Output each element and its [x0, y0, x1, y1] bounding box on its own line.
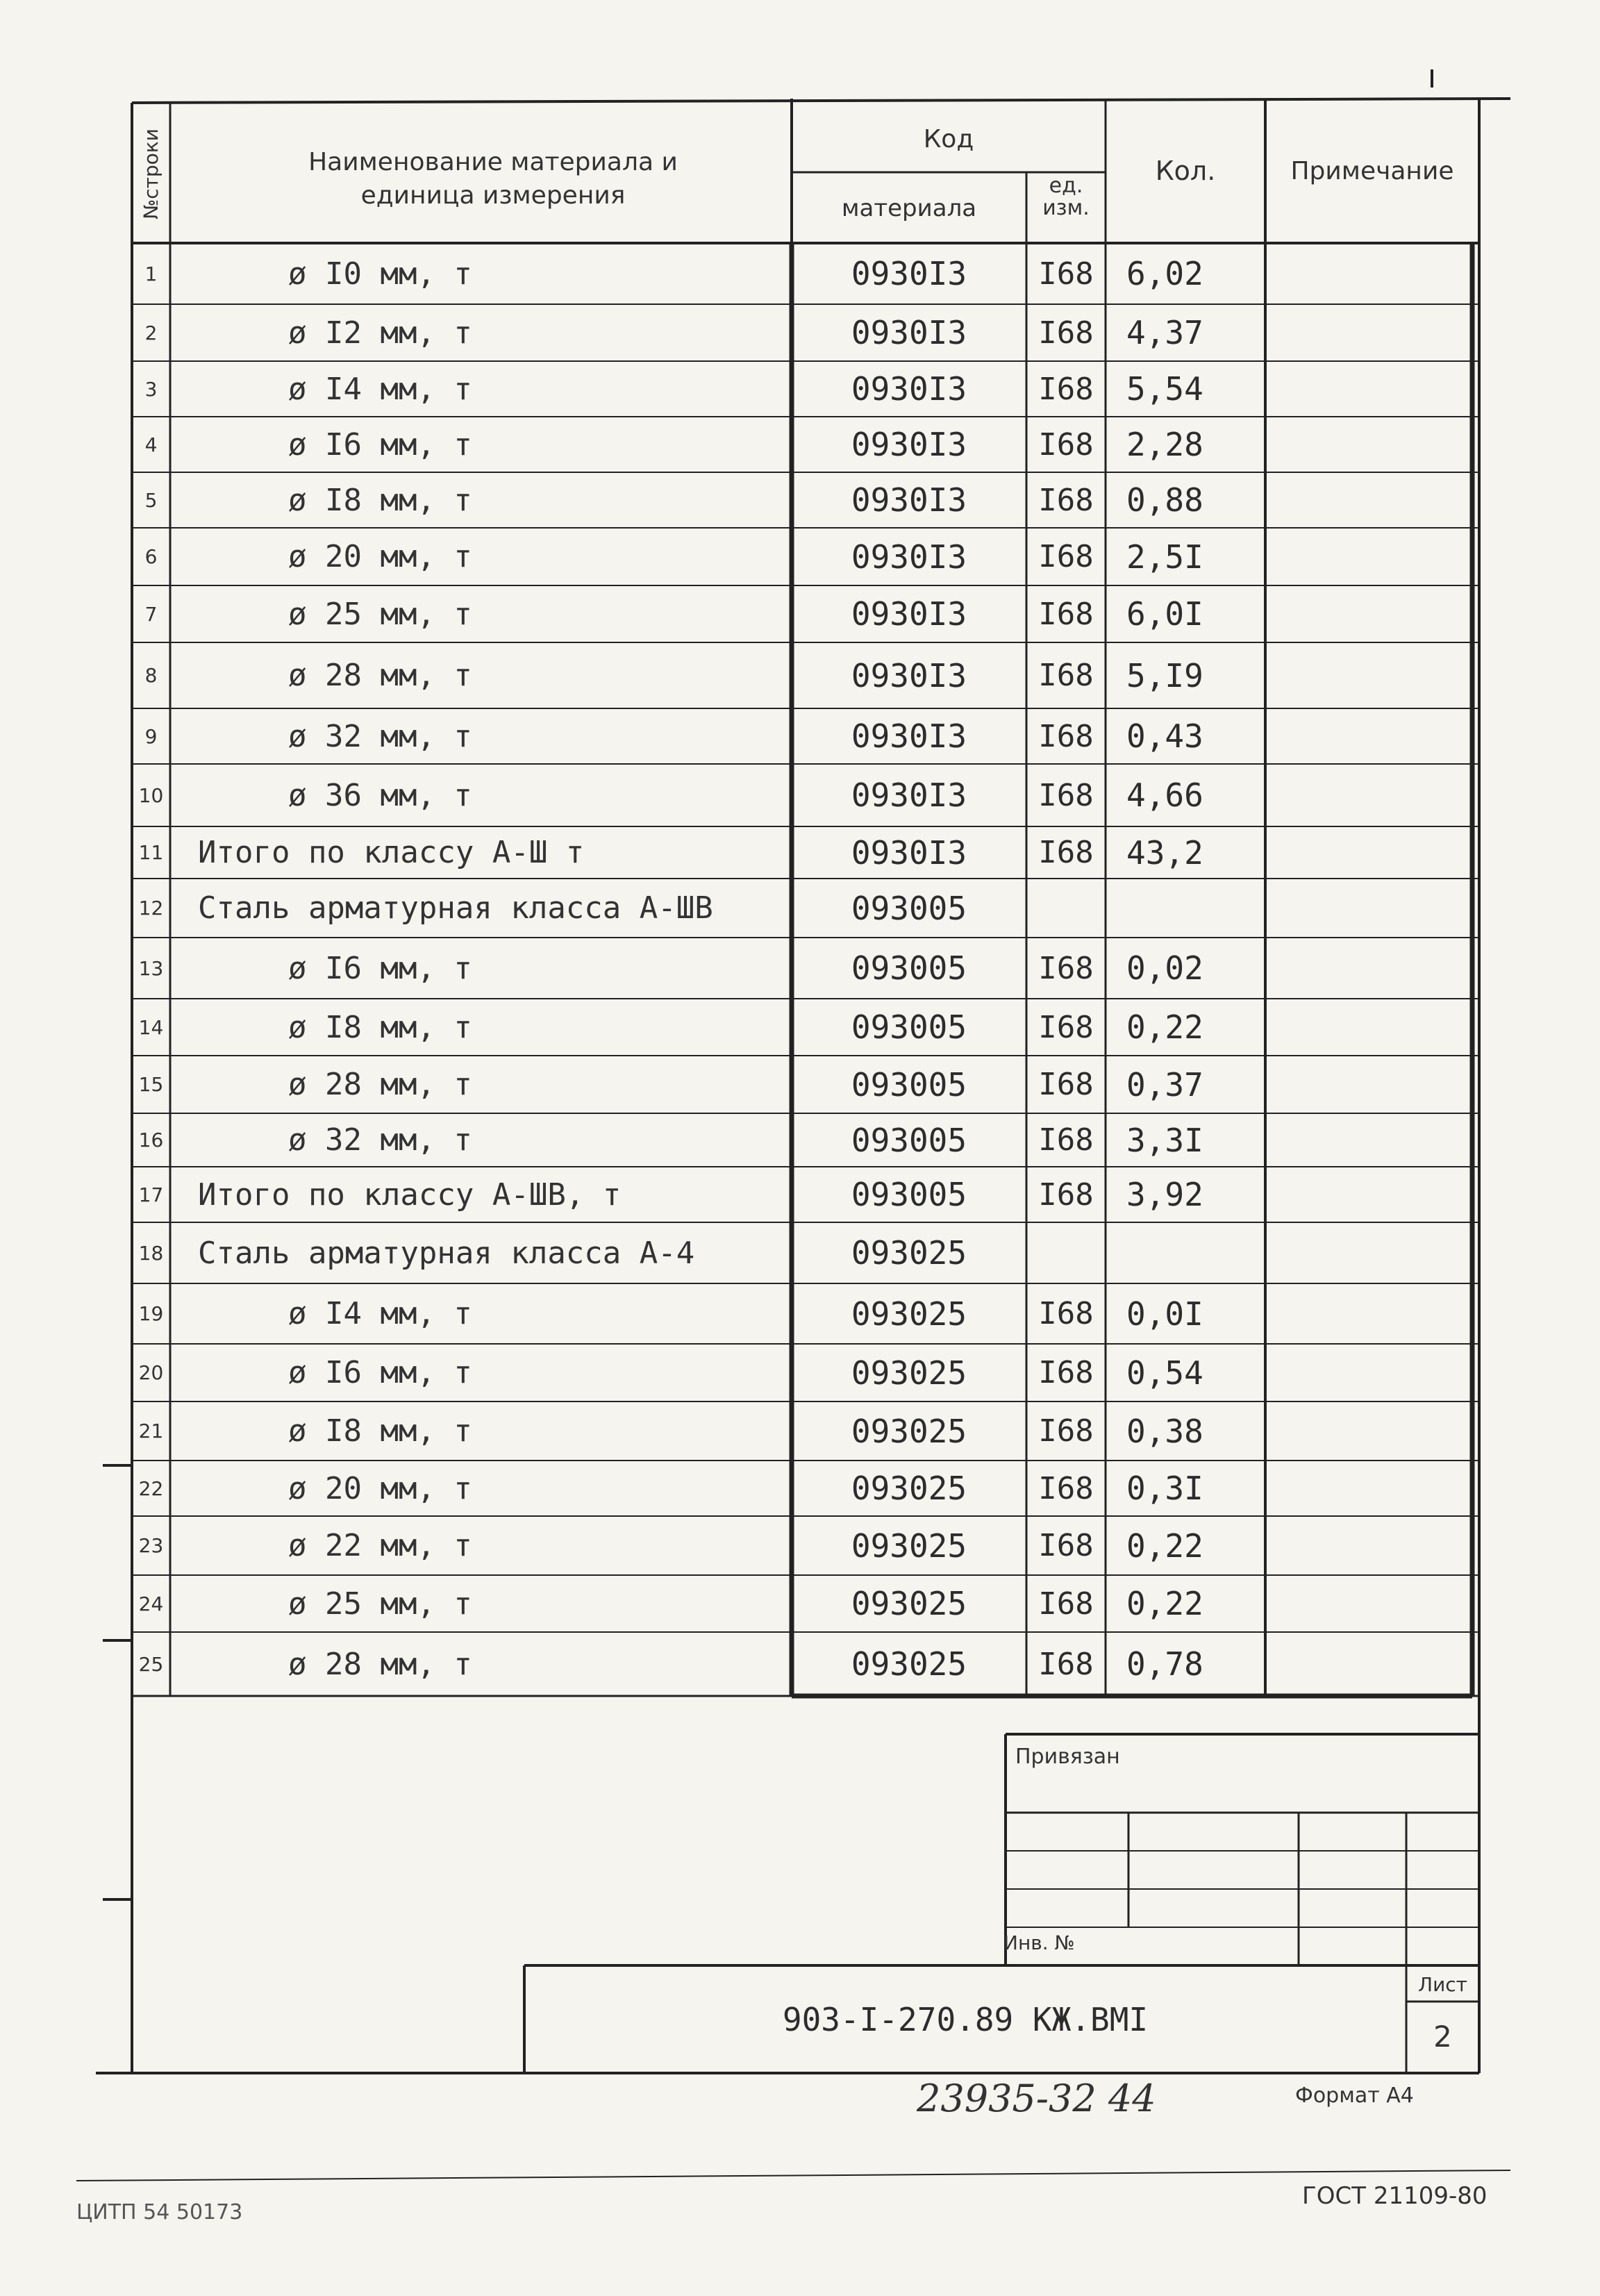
- unit-code: I68: [1038, 835, 1094, 870]
- material-code: 0930I3: [851, 776, 967, 814]
- material-code: 093025: [851, 1295, 967, 1333]
- quantity: 6,0I: [1126, 595, 1203, 633]
- quantity: 6,02: [1126, 255, 1203, 292]
- quantity: 4,66: [1126, 776, 1203, 814]
- material-code: 0930I3: [851, 255, 967, 292]
- material-code: 0930I3: [851, 426, 967, 463]
- material-code: 093025: [851, 1526, 967, 1565]
- row-number: 20: [138, 1361, 164, 1384]
- gost-label: ГОСТ 21109-80: [1302, 2182, 1488, 2210]
- format-label: Формат А4: [1295, 2083, 1414, 2108]
- quantity: 0,78: [1126, 1645, 1203, 1683]
- material-code: 093025: [851, 1354, 967, 1392]
- material-name: ø I8 мм, т: [288, 482, 472, 518]
- unit-code: I68: [1038, 1176, 1094, 1213]
- quantity: 0,37: [1126, 1065, 1203, 1104]
- row-number: 18: [138, 1241, 164, 1265]
- material-name: ø 25 мм, т: [288, 596, 472, 632]
- quantity: 0,02: [1126, 949, 1203, 987]
- material-name: ø 28 мм, т: [288, 1067, 472, 1102]
- quantity: 5,54: [1126, 370, 1203, 408]
- unit-code: I68: [1038, 426, 1094, 463]
- unit-code: I68: [1038, 539, 1094, 574]
- quantity: [1106, 879, 1265, 938]
- row-number: 24: [138, 1592, 164, 1615]
- inventory-number-label: Инв. №: [1003, 1931, 1075, 1954]
- row-number: 14: [138, 1015, 164, 1039]
- quantity: 0,3I: [1126, 1470, 1203, 1507]
- quantity: 0,22: [1126, 1008, 1203, 1046]
- unit-code: I68: [1038, 1067, 1094, 1102]
- unit-code: I68: [1038, 596, 1094, 632]
- material-code: 093025: [851, 1585, 967, 1622]
- row-number: 9: [144, 724, 158, 748]
- material-name: ø 20 мм, т: [288, 539, 472, 574]
- material-name: ø 28 мм, т: [288, 658, 472, 693]
- unit-code: I68: [1038, 1296, 1094, 1331]
- material-name: ø I8 мм, т: [288, 1413, 472, 1449]
- quantity-header: Кол.: [1155, 156, 1216, 186]
- material-code: 093005: [851, 1008, 967, 1046]
- row-number: 6: [144, 545, 158, 568]
- quantity: 3,3I: [1126, 1121, 1203, 1159]
- unit-code: I68: [1038, 256, 1094, 292]
- material-name: ø I8 мм, т: [288, 1009, 472, 1045]
- material-code: 093025: [851, 1470, 967, 1507]
- row-number: 21: [138, 1420, 164, 1442]
- quantity: 0,0I: [1126, 1295, 1203, 1333]
- row-number: 7: [144, 602, 158, 626]
- material-name: ø I6 мм, т: [288, 426, 472, 463]
- material-name: ø I0 мм, т: [288, 256, 472, 292]
- row-number: 22: [138, 1476, 164, 1500]
- material-name: Итого по классу А-Ш т: [198, 835, 585, 870]
- unit-code: [1026, 879, 1106, 938]
- handwritten-number: 23935-32 44: [917, 2077, 1156, 2120]
- unit-code: I68: [1038, 777, 1094, 813]
- row-number: 15: [138, 1073, 164, 1096]
- row-number: 3: [144, 377, 158, 401]
- unit-code: I68: [1038, 1355, 1094, 1390]
- sheet-label: Лист: [1418, 1972, 1467, 1996]
- privyazan-label: Привязан: [1015, 1745, 1120, 1769]
- material-name-header: Наименование материала и единица измерения: [308, 148, 678, 210]
- quantity: 2,5I: [1126, 538, 1203, 576]
- material-code: 093005: [851, 1176, 967, 1213]
- quantity: 0,22: [1126, 1585, 1203, 1622]
- unit-code: I68: [1038, 1528, 1094, 1563]
- material-name: ø 32 мм, т: [288, 718, 472, 754]
- row-number: 25: [138, 1652, 164, 1676]
- quantity: 43,2: [1126, 833, 1203, 872]
- material-name: ø 32 мм, т: [288, 1122, 472, 1158]
- code-header: Код: [923, 124, 974, 153]
- printer-code: ЦИТП 54 50173: [76, 2200, 243, 2224]
- material-code: 0930I3: [851, 595, 967, 633]
- material-name: Сталь арматурная класса А-ШВ: [198, 890, 713, 926]
- material-code: 0930I3: [851, 717, 967, 755]
- row-number: 23: [138, 1534, 164, 1557]
- unit-code: I68: [1038, 1413, 1094, 1449]
- material-code: 093025: [851, 1645, 967, 1683]
- row-number: 17: [138, 1183, 164, 1206]
- material-code: 0930I3: [851, 656, 967, 694]
- note-header: Примечание: [1290, 156, 1454, 185]
- material-name: ø I2 мм, т: [288, 315, 472, 351]
- unit-code: I68: [1038, 950, 1094, 986]
- quantity: 0,22: [1126, 1526, 1203, 1565]
- unit-code: I68: [1038, 1470, 1094, 1506]
- row-number: 12: [138, 897, 164, 920]
- material-code: 093005: [851, 1121, 967, 1159]
- quantity: 5,I9: [1126, 656, 1203, 694]
- quantity: 0,38: [1126, 1412, 1203, 1450]
- unit-code: I68: [1038, 371, 1094, 407]
- row-number: 16: [138, 1129, 164, 1151]
- unit-code: I68: [1038, 482, 1094, 518]
- material-name: ø 22 мм, т: [288, 1528, 472, 1563]
- material-code: 0930I3: [851, 370, 967, 408]
- row-number: 8: [144, 664, 158, 687]
- unit-code: I68: [1038, 1586, 1094, 1622]
- row-number: 19: [138, 1302, 164, 1325]
- row-number: 5: [144, 488, 158, 512]
- material-code: 0930I3: [851, 538, 967, 576]
- row-number: 4: [144, 433, 158, 456]
- unit-code: I68: [1038, 718, 1094, 754]
- material-name: ø 36 мм, т: [288, 777, 472, 813]
- sheet-number: 2: [1433, 2020, 1452, 2054]
- unit-header: ед. изм.: [1042, 174, 1090, 220]
- material-code: 0930I3: [851, 833, 967, 872]
- row-number: 2: [144, 321, 158, 344]
- material-code: 093025: [851, 1234, 967, 1272]
- row-number: 10: [138, 783, 164, 807]
- unit-code: I68: [1038, 315, 1094, 351]
- material-code: 0930I3: [851, 314, 967, 351]
- material-name: Итого по классу А-ШВ, т: [198, 1176, 622, 1213]
- unit-code: I68: [1038, 658, 1094, 693]
- row-number: 11: [138, 841, 164, 864]
- unit-code: I68: [1038, 1122, 1094, 1158]
- row-number: 13: [138, 956, 164, 980]
- unit-code: I68: [1038, 1646, 1094, 1682]
- material-name: ø 20 мм, т: [288, 1470, 472, 1506]
- quantity: 0,54: [1126, 1354, 1203, 1392]
- material-name: ø I6 мм, т: [288, 950, 472, 986]
- quantity: 2,28: [1126, 426, 1203, 463]
- material-code: 093005: [851, 889, 967, 927]
- material-name: ø I4 мм, т: [288, 1296, 472, 1331]
- material-code: 0930I3: [851, 481, 967, 519]
- unit-code: I68: [1038, 1009, 1094, 1045]
- document-code: 903-I-270.89 КЖ.ВМI: [782, 2000, 1149, 2038]
- material-code: 093005: [851, 1065, 967, 1104]
- material-name: ø I6 мм, т: [288, 1355, 472, 1390]
- quantity: [1106, 1222, 1265, 1283]
- quantity: 4,37: [1126, 314, 1203, 351]
- material-code-header: материала: [841, 194, 977, 222]
- material-name: ø 25 мм, т: [288, 1586, 472, 1622]
- row-number: 1: [144, 262, 158, 285]
- material-code: 093005: [851, 949, 967, 987]
- material-name: Сталь арматурная класса А-4: [198, 1235, 695, 1271]
- row-number-header: №строки: [140, 128, 162, 219]
- quantity: 0,88: [1126, 481, 1203, 519]
- material-name: ø 28 мм, т: [288, 1646, 472, 1682]
- quantity: 0,43: [1126, 717, 1203, 755]
- quantity: 3,92: [1126, 1176, 1203, 1213]
- material-name: ø I4 мм, т: [288, 371, 472, 407]
- material-code: 093025: [851, 1412, 967, 1450]
- unit-code: [1026, 1222, 1106, 1283]
